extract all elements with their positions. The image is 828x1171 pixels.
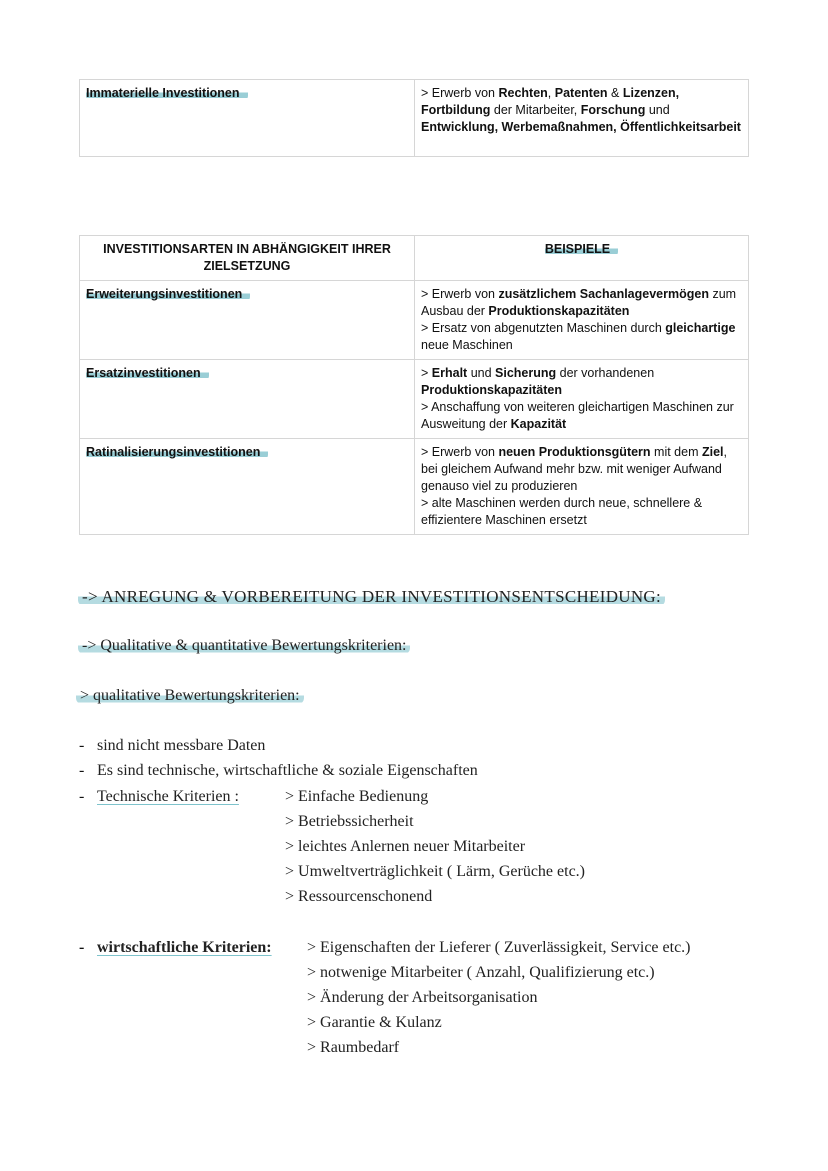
row-label: Immaterielle Investitionen <box>86 86 248 100</box>
bold-text-segment: Rechten <box>498 86 548 100</box>
table-cell-label <box>80 281 415 360</box>
immaterial-investments-table <box>79 79 749 157</box>
technical-item: > leichtes Anlernen neuer Mitarbeiter <box>285 838 526 855</box>
bold-text-segment: neuen Produktionsgütern <box>498 445 651 459</box>
heading-qualitative-criteria-text: > qualitative Bewertungskriterien: <box>76 687 304 704</box>
economic-item: > Änderung der Arbeitsorganisation <box>307 989 538 1006</box>
bullet-not-measurable: sind nicht messbare Daten <box>97 737 266 754</box>
table-row <box>80 439 749 535</box>
investment-types-table <box>79 235 749 535</box>
bullet-mark: - <box>79 939 85 956</box>
bold-text-segment: Fortbildung <box>421 103 491 117</box>
bold-text-segment: zusätzlichem Sachanlagevermögen <box>498 287 709 301</box>
table-cell-examples <box>415 80 749 157</box>
table-header-row <box>80 236 749 281</box>
table-cell-label <box>80 80 415 157</box>
table-row <box>80 281 749 360</box>
heading-evaluation-criteria <box>78 637 410 655</box>
bold-text-segment: Erhalt <box>431 366 468 380</box>
table-cell-label <box>80 439 415 535</box>
bold-text-segment: Ziel <box>701 445 724 459</box>
text-segment: und <box>645 103 670 117</box>
text-segment: > Anschaffung von weiteren gleichartigen Maschinen zur Ausweitung der <box>421 400 734 431</box>
text-segment: , <box>547 86 555 100</box>
bold-text-segment: Produktionskapazitäten <box>488 304 630 318</box>
technical-criteria-label: Technische Kriterien : <box>97 788 239 805</box>
text-segment: der vorhandenen <box>556 366 655 380</box>
text-segment: , bei gleichem Aufwand mehr bzw. mit weniger Aufwand genauso viel zu produzieren <box>421 445 727 493</box>
heading-qualitative-criteria <box>76 687 304 705</box>
text-segment: > Erwerb von <box>421 86 499 100</box>
table-cell-examples <box>415 281 749 360</box>
economic-item: > Garantie & Kulanz <box>307 1014 442 1031</box>
heading-investment-decision <box>78 587 665 607</box>
bullet-mark: - <box>79 762 85 779</box>
bold-text-segment: Produktionskapazitäten <box>421 383 562 397</box>
bullet-mark: - <box>79 737 85 754</box>
bold-text-segment: Kapazität <box>510 417 567 431</box>
bold-text-segment: Entwicklung, Werbemaßnahmen, Öffentlichkeitsarbeit <box>421 120 741 134</box>
economic-item: > notwenige Mitarbeiter ( Anzahl, Qualifizierung etc.) <box>307 964 655 981</box>
heading-evaluation-criteria-text: -> Qualitative & quantitative Bewertungskriterien: <box>78 637 410 654</box>
header-investment-types <box>80 236 415 281</box>
header-left-text: INVESTITIONSARTEN IN ABHÄNGIGKEIT IHRER ZIELSETZUNG <box>103 242 391 273</box>
table-cell-examples <box>415 439 749 535</box>
table-cell-examples <box>415 360 749 439</box>
technical-item: > Einfache Bedienung <box>285 788 429 805</box>
text-segment: zum Ausbau der <box>421 287 737 318</box>
table-row <box>80 360 749 439</box>
economic-criteria-label: wirtschaftliche Kriterien: <box>97 939 272 956</box>
text-segment: > alte Maschinen werden durch neue, schnellere & effizientere Maschinen ersetzt <box>421 496 703 527</box>
row-label: Ersatzinvestitionen <box>86 366 209 380</box>
economic-item: > Raumbedarf <box>307 1039 400 1056</box>
bullet-mark: - <box>79 788 85 805</box>
technical-item: > Ressourcenschonend <box>285 888 433 905</box>
text-segment: > Ersatz von abgenutzten Maschinen durch <box>421 321 666 335</box>
text-segment: mit dem <box>650 445 702 459</box>
text-segment: und <box>467 366 496 380</box>
heading-investment-decision-text: -> ANREGUNG & VORBEREITUNG DER INVESTITIONSENTSCHEIDUNG: <box>78 587 665 606</box>
text-segment: neue Maschinen <box>421 338 513 352</box>
economic-item: > Eigenschaften der Lieferer ( Zuverlässigkeit, Service etc.) <box>307 939 691 956</box>
table-cell-label <box>80 360 415 439</box>
text-segment: der Mitarbeiter, <box>490 103 581 117</box>
text-segment: > <box>421 366 432 380</box>
bold-text-segment: Forschung <box>580 103 646 117</box>
header-examples <box>415 236 749 281</box>
bold-text-segment: Lizenzen, <box>622 86 680 100</box>
text-segment: > Erwerb von <box>421 287 499 301</box>
row-label: Erweiterungsinvestitionen <box>86 287 250 301</box>
bullet-properties: Es sind technische, wirtschaftliche & soziale Eigenschaften <box>97 762 478 779</box>
bold-text-segment: gleichartige <box>665 321 736 335</box>
bold-text-segment: Patenten <box>554 86 608 100</box>
technical-item: > Umweltverträglichkeit ( Lärm, Gerüche etc.) <box>285 863 585 880</box>
bold-text-segment: Sicherung <box>495 366 557 380</box>
header-right-text: BEISPIELE <box>545 242 618 256</box>
text-segment: > Erwerb von <box>421 445 499 459</box>
text-segment: & <box>607 86 623 100</box>
technical-item: > Betriebssicherheit <box>285 813 414 830</box>
row-label: Ratinalisierungsinvestitionen <box>86 445 268 459</box>
table-row <box>80 80 749 157</box>
